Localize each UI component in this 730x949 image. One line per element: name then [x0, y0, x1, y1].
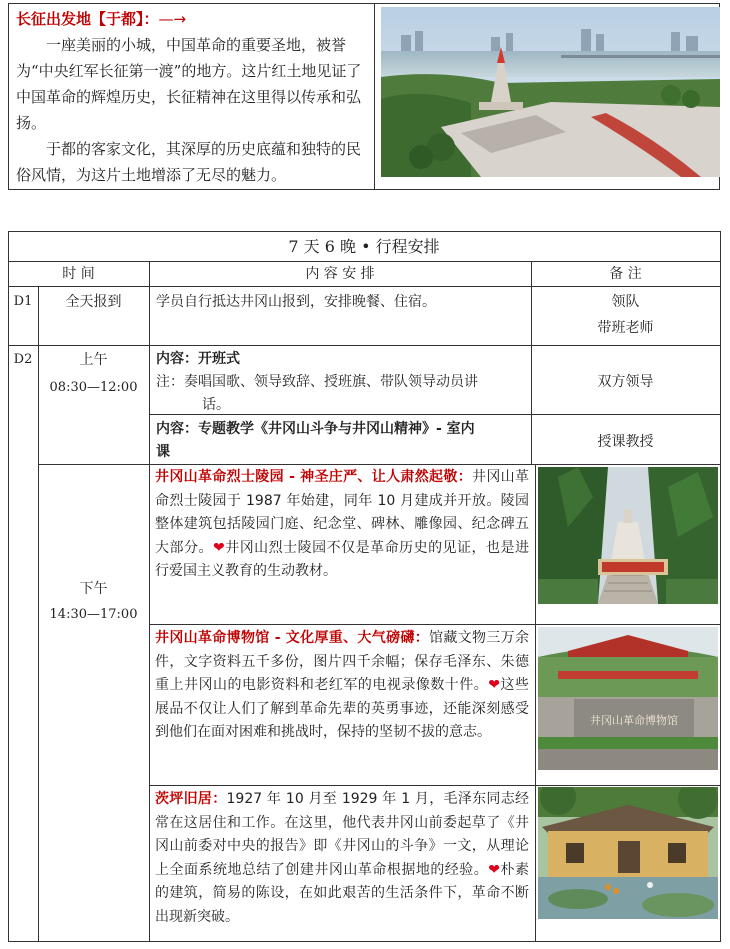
visit-item-ciping: [155, 788, 529, 929]
table-rule: [149, 785, 720, 786]
heart-icon: ❤: [488, 677, 501, 693]
m2-note: 授课教授: [597, 434, 654, 450]
cemetery-photo: [538, 467, 718, 604]
table-rule: [8, 286, 720, 287]
visit-tail: 井冈山烈士陵园不仅是革命历史的见证，也是进行爱国主义教育的生动教材。: [155, 539, 530, 579]
heart-icon: ❤: [488, 861, 501, 878]
visit-title: 井冈山革命博物馆 - 文化厚重、大气磅礴：: [155, 630, 430, 646]
intro-paragraph-2: 于都的客家文化，其深厚的历史底蕴和独特的民俗风情，为这片土地增添了无尽的魅力。: [16, 140, 362, 184]
table-rule: [149, 624, 720, 625]
table-rule: [8, 345, 720, 346]
table-rule: [38, 464, 720, 465]
d1-note-1: 领队: [611, 294, 640, 310]
table-border-bottom: [8, 941, 720, 942]
museum-photo: [538, 627, 718, 770]
afternoon-time: 14:30—17:00: [49, 607, 138, 622]
m2-title: 内容：专题教学《井冈山斗争与井冈山精神》- 室内: [156, 421, 475, 437]
visit-title: 茨坪旧居：: [155, 791, 227, 807]
visit-tail: 这些展品不仅让人们了解到革命先辈的英勇事迹，还能深刻感受到他们在面对困难和挑战时，保持的坚韧不拔的意志。: [155, 677, 530, 740]
visit-tail: 朴素的建筑，简易的陈设，在如此艰苦的生活条件下，革命不断出现新突破。: [155, 861, 530, 925]
table-rule: [535, 464, 536, 942]
m1-title: 内容：开班式: [156, 351, 240, 367]
visit-body: 井冈山革命烈士陵园于 1987 年始建，同年 10 月建成并开放。陵园整体建筑包括陵园门庭、纪念堂、碑林、雕像园、纪念碑五大部分。: [155, 469, 530, 556]
table-border-top: [8, 231, 720, 232]
header-content: 内 容 安 排: [305, 266, 375, 282]
morning-label: 上午: [79, 352, 108, 368]
heart-icon: ❤: [212, 539, 226, 556]
visit-item-museum: [155, 627, 529, 745]
day-label-d1: D1: [13, 294, 33, 309]
ciping-residence-photo: [538, 787, 718, 919]
table-border-right: [720, 231, 721, 942]
d1-content: 学员自行抵达井冈山报到，安排晚餐、住宿。: [156, 294, 436, 310]
museum-sign: 井冈山革命博物馆: [590, 714, 678, 727]
m1-detail-wrap: 话。: [202, 397, 230, 413]
table-rule: [149, 261, 150, 942]
visit-title: 井冈山革命烈士陵园 - 神圣庄严、让人肃然起敬：: [155, 469, 473, 485]
d1-note-2: 带班老师: [597, 320, 654, 336]
m1-note: 双方领导: [597, 374, 654, 390]
intro-title: 长征出发地【于都】：: [16, 10, 159, 28]
intro-divider: [374, 3, 375, 190]
d1-time: 全天报到: [65, 294, 122, 310]
intro-text: [16, 6, 366, 188]
header-time: 时 间: [62, 266, 95, 282]
visit-body: 馆藏文物三万余件，文字资料五千多份，图片四千余幅；保存毛泽东、朱德重上井冈山的电影资料和老红军的电视录像数十件。: [155, 630, 530, 693]
yudu-monument-photo: [381, 7, 720, 177]
header-note: 备 注: [609, 266, 642, 282]
table-title: 7 天 6 晚 • 行程安排: [288, 237, 440, 256]
m2-title-wrap: 课: [156, 444, 170, 460]
afternoon-label: 下午: [79, 581, 108, 597]
intro-paragraph-1: 一座美丽的小城，中国革命的重要圣地，被誉为“中央红军长征第一渡”的地方。这片红土地见证了中国革命的辉煌历史，长征精神在这里得以传承和弘扬。: [16, 36, 362, 132]
arrow-icon: —→: [158, 10, 187, 28]
m1-detail: 注：奏唱国歌、领导致辞、授班旗、带队领导动员讲: [156, 374, 478, 390]
table-border-left: [8, 231, 9, 942]
visit-item-cemetery: [155, 466, 529, 584]
morning-time: 08:30—12:00: [49, 380, 138, 395]
visit-body: 1927 年 10 月至 1929 年 1 月，毛泽东同志经常在这居住和工作。在这里，他代表井冈山前委起草了《井冈山前委对中央的报告》即《井冈山的斗争》一文，从理论上全面系统地总结了创建井冈山革命根据地的经验。: [155, 791, 529, 878]
day-label-d2: D2: [13, 352, 33, 367]
